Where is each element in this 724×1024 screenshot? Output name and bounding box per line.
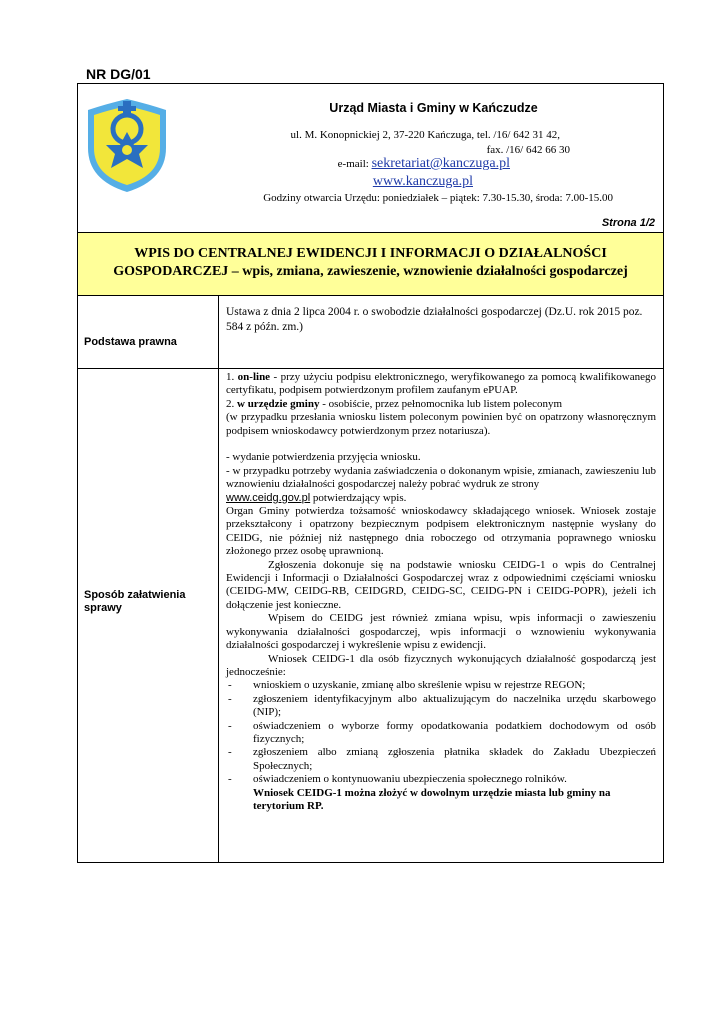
document-frame bbox=[77, 83, 664, 863]
post-note: (w przypadku przesłania wniosku listem poleconym powinien być on opatrzony własnoręcznym podpisem wnioskodawcy potwierdzonym przez notariusza). bbox=[226, 411, 656, 437]
procedure-row bbox=[78, 369, 663, 862]
list-item: - oświadczeniem o kontynuowaniu ubezpieczenia społecznego rolników. bbox=[226, 773, 656, 786]
office-method: 2. w urzędzie gminy - osobiście, przez pełnomocnika lub listem poleconym bbox=[226, 397, 563, 410]
printout-item: - w przypadku potrzeby wydania zaświadczenia o dokonanym wpisie, zmianach, zawieszeniu lub wznowieniu działalności gospodarczej należy pobrać wydruk ze strony bbox=[226, 464, 656, 491]
list-item: - zgłoszeniem albo zmianą zgłoszenia płatnika składek do Zakładu Ubezpieczeń Społecznych; bbox=[226, 746, 656, 773]
list-item: - zgłoszeniem identyfikacyjnym albo aktualizującym do naczelnika urzędu skarbowego (NIP); bbox=[226, 693, 656, 720]
list-item: - oświadczeniem o wyborze formy opodatkowania podatkiem dochodowym od osób fizycznych; bbox=[226, 720, 656, 747]
office-name: Urząd Miasta i Gminy w Kańczudze bbox=[329, 101, 538, 115]
legal-basis-label: Podstawa prawna bbox=[78, 296, 219, 368]
ceidg-link[interactable]: www.ceidg.gov.pl bbox=[226, 491, 311, 504]
ceidg-line: www.ceidg.gov.pl potwierdzający wpis. bbox=[226, 491, 407, 504]
document-number: NR DG/01 bbox=[86, 66, 151, 82]
legal-basis-row bbox=[78, 296, 663, 369]
document-title bbox=[78, 232, 663, 296]
procedure-text bbox=[219, 369, 663, 813]
list-item: - wnioskiem o uzyskanie, zmianę albo skreślenie wpisu w rejestrze REGON; bbox=[226, 679, 656, 692]
email-link[interactable]: sekretariat@kanczuga.pl bbox=[371, 156, 510, 171]
office-header bbox=[78, 84, 663, 232]
application-paragraph: Wniosek CEIDG-1 dla osób fizycznych wykonujących działalność gospodarczą jest jednocześnie: bbox=[226, 652, 656, 678]
changes-paragraph: Wpisem do CEIDG jest również zmiana wpisu, wpis informacji o zawieszeniu wykonywania działalności gospodarczej, wpis informacji o wznowieniu wykonywania działalności gospodarczej i wykreślenie wpisu z ewidencji. bbox=[226, 612, 656, 652]
application-bullets bbox=[226, 679, 656, 786]
notifications-paragraph: Zgłoszenia dokonuje się na podstawie wniosku CEIDG-1 o wpis do Centralnej Ewidencji i Informacji o Działalności Gospodarczej wraz z odpowiednimi częściami wniosku (CEIDG-MW, CEIDG-RB, CEIDGRD, CEIDG-SC, CEIDG-PN i CEIDG-POPR), jeżeli ich dołączenie jest konieczne. bbox=[226, 558, 656, 611]
procedure-label: Sposób załatwienia sprawy bbox=[78, 369, 219, 862]
confirmation-item: - wydanie potwierdzenia przyjęcia wniosku. bbox=[226, 451, 421, 464]
office-address: ul. M. Konopnickiej 2, 37-220 Kańczuga, tel. /16/ 642 31 42, bbox=[290, 129, 560, 141]
title-line-1: WPIS DO CENTRALNEJ EWIDENCJI I INFORMACJI O DZIAŁALNOŚCI bbox=[134, 246, 607, 261]
final-note: Wniosek CEIDG-1 można złożyć w dowolnym urzędzie miasta lub gminy na terytorium RP. bbox=[253, 786, 611, 812]
online-method: 1. on-line - przy użyciu podpisu elektronicznego, weryfikowanego za pomocą kwalifikowanego certyfikatu, podpisem potwierdzonym profilem zaufanym ePUAP. bbox=[226, 371, 657, 397]
organ-paragraph: Organ Gminy potwierdza tożsamość wnioskodawcy składającego wniosek. Wniosek zostaje przekształcony i opatrzony bezpiecznym podpisem elektronicznym następnie wysłany do CEIDG, nie później niż następnego dnia roboczego od otrzymania poprawnego wniosku złożonego przez osobę uprawnioną. bbox=[226, 505, 656, 558]
email-label: e-mail: bbox=[337, 158, 369, 170]
website-link[interactable]: www.kanczuga.pl bbox=[372, 174, 473, 189]
page-indicator: Strona 1/2 bbox=[601, 217, 655, 229]
office-hours: Godziny otwarcia Urzędu: poniedziałek – piątek: 7.30-15.30, środa: 7.00-15.00 bbox=[263, 192, 613, 204]
legal-basis-text: Ustawa z dnia 2 lipca 2004 r. o swobodzie działalności gospodarczej (Dz.U. rok 2015 poz. 584 z późn. zm.) bbox=[226, 306, 643, 333]
title-line-2: GOSPODARCZEJ – wpis, zmiana, zawieszenie, wznowienie działalności gospodarczej bbox=[113, 264, 628, 279]
email-line bbox=[78, 156, 510, 172]
office-fax: fax. /16/ 642 66 30 bbox=[486, 144, 570, 156]
